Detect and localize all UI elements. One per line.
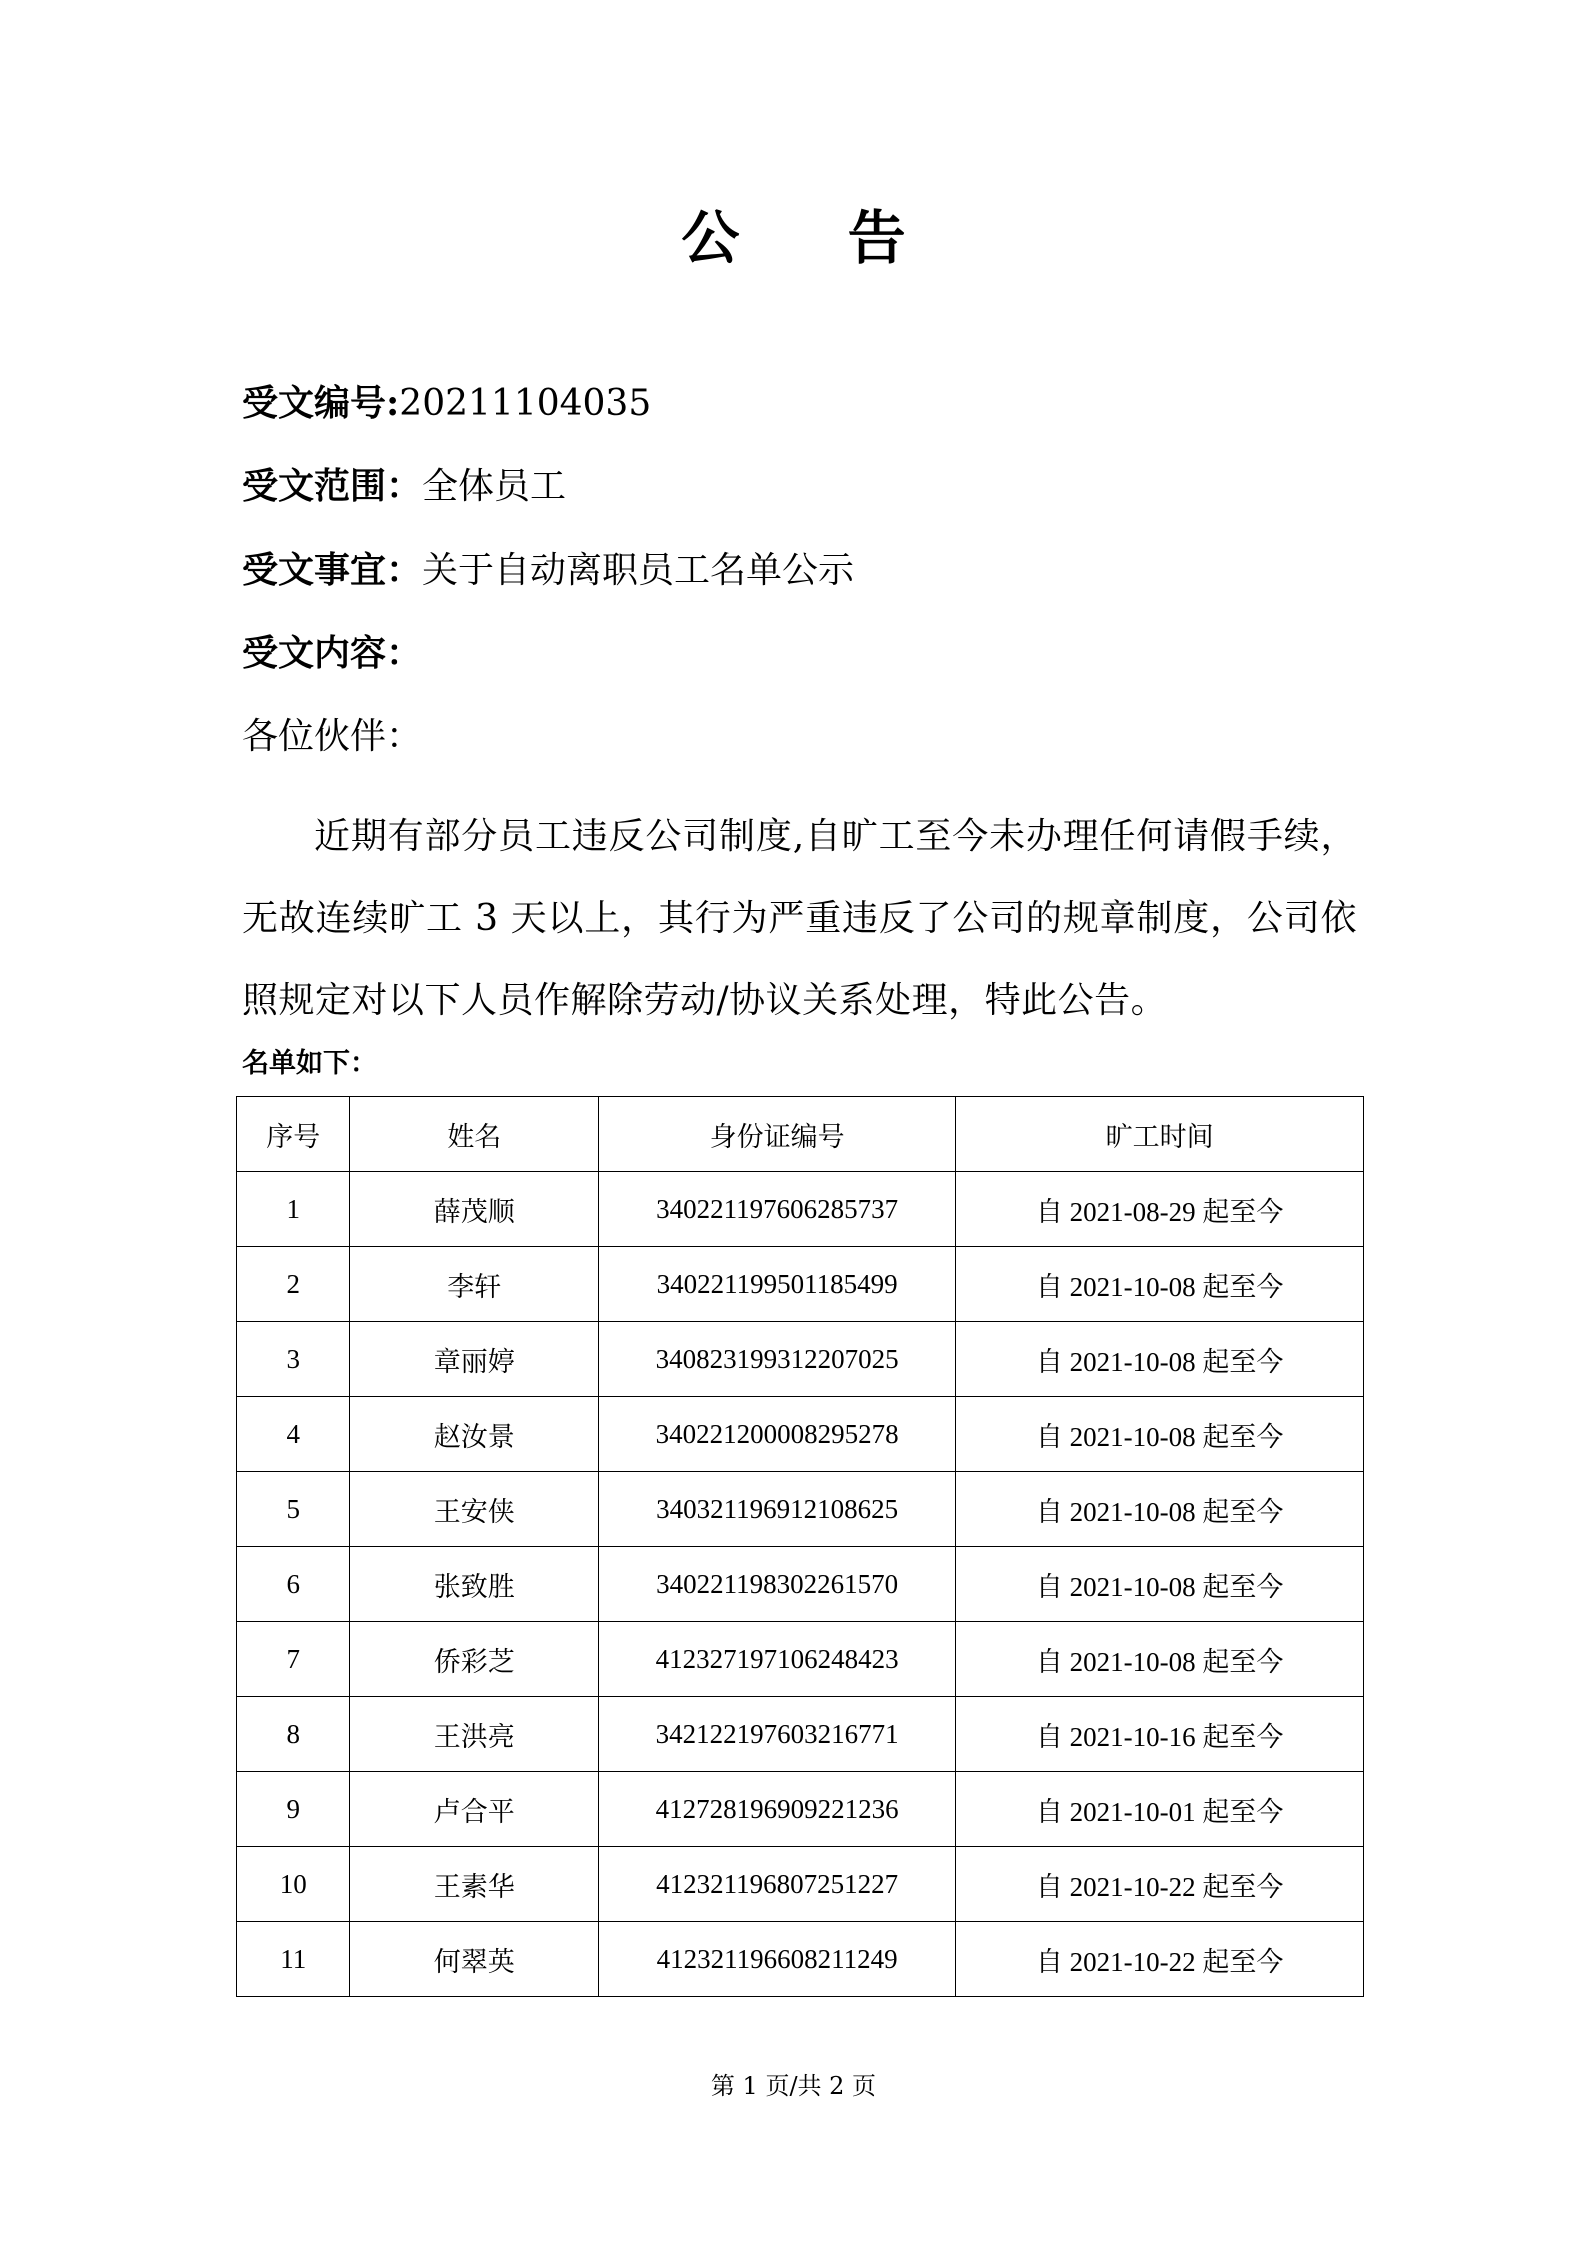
cell-name: 李轩 [350,1247,599,1322]
cell-name: 王素华 [350,1847,599,1922]
cell-name: 何翠英 [350,1922,599,1997]
cell-name: 卢合平 [350,1772,599,1847]
cell-id-number: 412321196608211249 [598,1922,955,1997]
cell-absence-time: 自 2021-10-01 起至今 [956,1772,1364,1847]
cell-absence-time: 自 2021-10-08 起至今 [956,1472,1364,1547]
cell-id-number: 342122197603216771 [598,1697,955,1772]
document-title: 公 告 [681,204,950,272]
cell-name: 张致胜 [350,1547,599,1622]
greeting: 各位伙伴： [242,716,423,757]
table-row [237,1922,1364,1997]
cell-serial: 3 [237,1322,350,1397]
field-doc-subject-value: 关于自动离职员工名单公示 [422,550,855,591]
cell-serial: 1 [237,1172,350,1247]
cell-id-number: 340221200008295278 [598,1397,955,1472]
header-id-number: 身份证编号 [598,1097,955,1172]
cell-name: 王洪亮 [350,1697,599,1772]
field-doc-scope-value: 全体员工 [422,466,567,507]
table-row [237,1472,1364,1547]
cell-absence-time: 自 2021-08-29 起至今 [956,1172,1364,1247]
cell-name: 王安侠 [350,1472,599,1547]
table-row [237,1697,1364,1772]
table-row [237,1547,1364,1622]
cell-absence-time: 自 2021-10-08 起至今 [956,1247,1364,1322]
cell-absence-time: 自 2021-10-08 起至今 [956,1547,1364,1622]
field-doc-scope [242,461,566,512]
table-header-row [237,1097,1364,1172]
cell-serial: 6 [237,1547,350,1622]
dismissal-table [236,1096,1364,1997]
cell-serial: 2 [237,1247,350,1322]
header-absence-time: 旷工时间 [956,1097,1364,1172]
table-row [237,1772,1364,1847]
field-doc-number [242,378,651,429]
field-doc-content [242,628,422,679]
table-body [237,1172,1364,1997]
header-serial: 序号 [237,1097,350,1172]
cell-serial: 7 [237,1622,350,1697]
header-name: 姓名 [350,1097,599,1172]
cell-id-number: 412728196909221236 [598,1772,955,1847]
cell-id-number: 340221198302261570 [598,1547,955,1622]
page-footer: 第 1 页/共 2 页 [710,2072,877,2100]
list-label: 名单如下： [242,1048,377,1079]
cell-serial: 5 [237,1472,350,1547]
field-doc-number-label: 受文编号: [242,382,400,424]
cell-absence-time: 自 2021-10-22 起至今 [956,1847,1364,1922]
cell-name: 章丽婷 [350,1322,599,1397]
cell-serial: 4 [237,1397,350,1472]
table-row [237,1847,1364,1922]
body-paragraph: 近期有部分员工违反公司制度,自旷工至今未办理任何请假手续，无故连续旷工 3 天以上，其行为严重违反了公司的规章制度，公司依照规定对以下人员作解除劳动/协议关系处理，特此公告。 [242,816,1357,1021]
cell-id-number: 340221199501185499 [598,1247,955,1322]
field-doc-content-label: 受文内容： [242,632,423,674]
cell-name: 薛茂顺 [350,1172,599,1247]
cell-serial: 8 [237,1697,350,1772]
field-doc-number-value: 20211104035 [399,383,652,424]
cell-absence-time: 自 2021-10-08 起至今 [956,1622,1364,1697]
cell-absence-time: 自 2021-10-16 起至今 [956,1697,1364,1772]
cell-serial: 9 [237,1772,350,1847]
cell-absence-time: 自 2021-10-22 起至今 [956,1922,1364,1997]
table-row [237,1247,1364,1322]
field-doc-scope-label: 受文范围： [242,465,423,507]
table-row [237,1397,1364,1472]
table-row [237,1172,1364,1247]
cell-id-number: 340321196912108625 [598,1472,955,1547]
table-row [237,1322,1364,1397]
field-doc-subject-label: 受文事宜： [242,549,423,591]
cell-absence-time: 自 2021-10-08 起至今 [956,1322,1364,1397]
cell-name: 赵汝景 [350,1397,599,1472]
cell-id-number: 412327197106248423 [598,1622,955,1697]
cell-id-number: 340823199312207025 [598,1322,955,1397]
cell-absence-time: 自 2021-10-08 起至今 [956,1397,1364,1472]
cell-serial: 10 [237,1847,350,1922]
cell-serial: 11 [237,1922,350,1997]
cell-id-number: 412321196807251227 [598,1847,955,1922]
cell-id-number: 340221197606285737 [598,1172,955,1247]
table-row [237,1622,1364,1697]
cell-name: 侨彩芝 [350,1622,599,1697]
field-doc-subject [242,545,854,596]
